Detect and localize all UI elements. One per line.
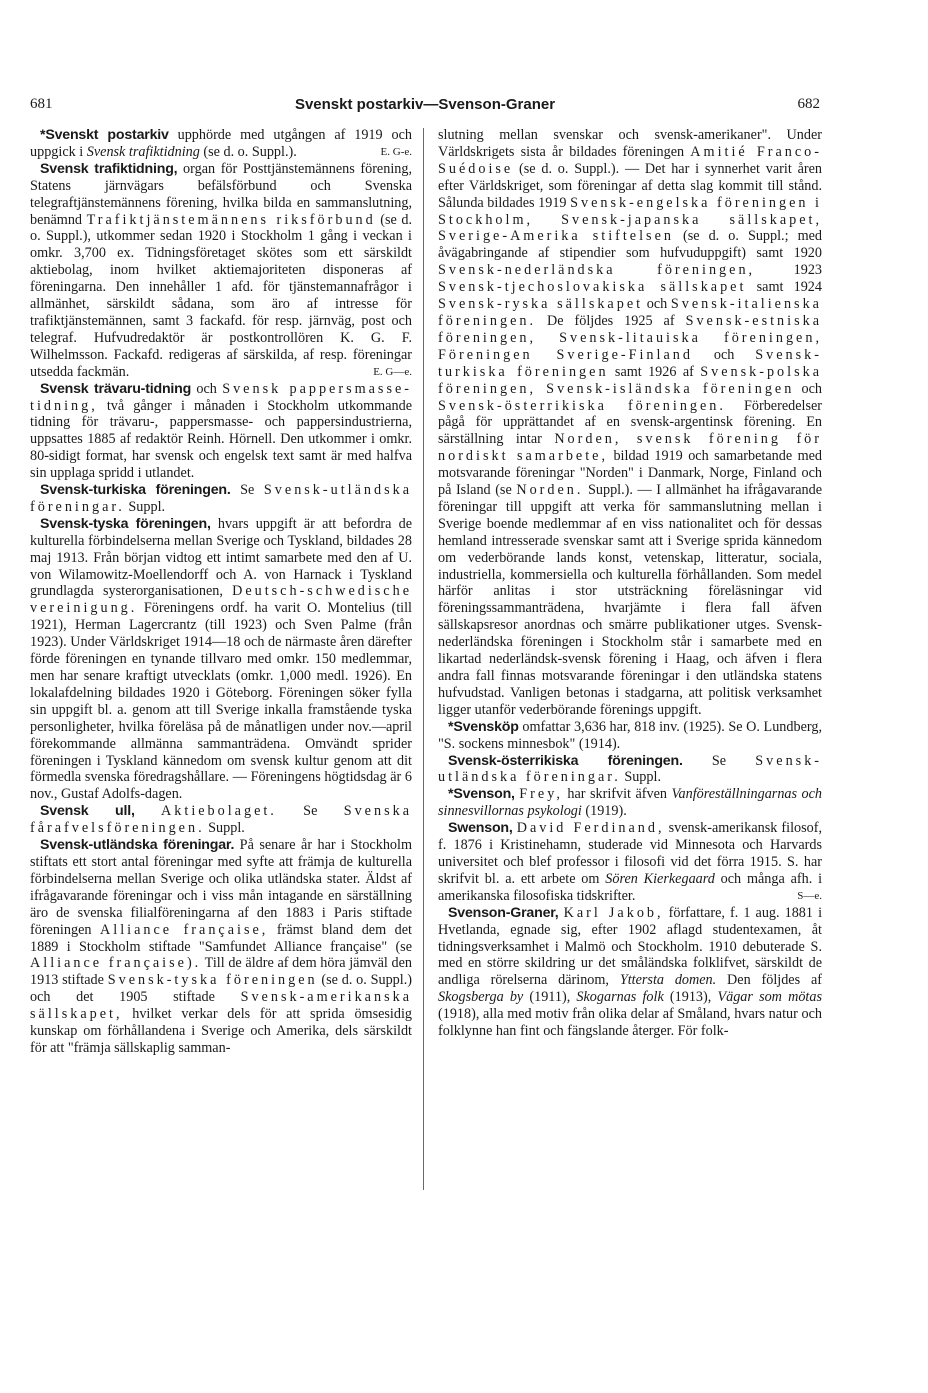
entry-text: (1911), bbox=[523, 989, 577, 1006]
left-column bbox=[30, 127, 412, 1227]
italic-title: Svensk trafiktidning bbox=[86, 143, 200, 160]
article-entry bbox=[30, 127, 412, 161]
spaced-text: Trafiktjänstemännens riksförbund bbox=[86, 211, 376, 228]
spaced-text: Karl Jakob, bbox=[563, 904, 664, 921]
entry-text: hvars uppgift är att befordra de kulturella förbindelserna mellan Sverige och Tyskland, bildades 28 maj 1913. Från början vidtog ett intimt samarbete med den af U. von Wilamowitz-Moellendorff och A. von Harnack i Tyskland grundlagda systerorganisationen, bbox=[30, 515, 412, 600]
entry-text: hvilket verkar dels för att sprida ömsesidig kunskap om förhållandena i Sverige och Amerika, dels särskildt för att "främja sällskaplig samman- bbox=[30, 1006, 412, 1056]
italic-title: Skogarnas folk bbox=[576, 989, 664, 1006]
spaced-text: Svensk-tjechoslovakiska sällskapet bbox=[438, 279, 747, 296]
italic-title: Sören Kierkegaard bbox=[605, 870, 715, 887]
entry-text: Suppl. bbox=[204, 820, 245, 837]
entry-text: (se d. o. Suppl.), utkommer sedan 1920 i Stockholm 1 gång i veckan i omkr. 3,700 ex. Tidningsföretaget skötes som ett särskildt aktiebolag, inom hvilket aktiemajoriteten disponeras af föreningarna. Den innehåller 1 afd. för tjänstemannafrågor i allmänhet, särskildt sådana, som äro af intresse för trafiktjänstemännen, samt 3 fackafd. för resp. järnväg, post och telegraf. Hufvudredaktör är postkontrollören K. G. F. Wilhelmsson. Fackafd. redigeras af särskilda, af resp. föreningar utsedda fackmän. bbox=[30, 211, 412, 380]
entry-text: slutning mellan svenskar och svensk-amerikaner". Under Världskrigets sista år bildades föreningen bbox=[438, 127, 822, 160]
spaced-text: David Ferdinand, bbox=[516, 820, 665, 837]
italic-title: Skogsberga by bbox=[438, 989, 524, 1006]
article-entry bbox=[438, 753, 822, 787]
article-entry bbox=[30, 803, 412, 837]
spaced-text: Svensk-utländska föreningar. bbox=[438, 752, 822, 786]
entry-text: författare, f. 1 aug. 1881 i Hvetlanda, egnade sig, efter 1902 aflagd studentexamen, åt tidningsverksamhet i Malmö och Stockholm. 1910 debuterade S. med en större skildring ur det småländska folklifvet, särskildt de andliga rörelserna därinom, bbox=[438, 904, 822, 989]
entry-text: (1919). bbox=[581, 803, 627, 820]
spaced-text: Svensk-ryska sällskapet bbox=[438, 296, 644, 313]
entry-text: Se bbox=[682, 752, 756, 769]
italic-title: Vägar som mötas bbox=[717, 989, 822, 1006]
entry-headword: *Svenskt postarkiv bbox=[40, 127, 169, 143]
entry-text: och många afh. i amerikanska filosofiska tidskrifter. bbox=[438, 870, 822, 904]
entry-headword: Svensk ull, bbox=[40, 803, 135, 820]
entry-text: (se d. o. Suppl.) och det 1905 stiftade bbox=[30, 972, 412, 1006]
entry-text: upphörde med utgången af 1919 och uppgick i bbox=[30, 127, 412, 160]
entry-text: organ för Posttjänstemännens förening, Statens järnvägars befälsförbund och Svenska telegraftjänstemännens förening, hvilka bilda en sammanslutning, benämnd bbox=[30, 160, 412, 228]
spaced-text: Svensk-amerikanska sällskapet, bbox=[30, 989, 412, 1023]
entry-text: och bbox=[643, 296, 671, 313]
author-signature: E. G—e. bbox=[373, 365, 412, 378]
entry-headword: Svensk-tyska föreningen, bbox=[40, 515, 211, 532]
running-head: Svenskt postarkiv—Svenson-Graner bbox=[294, 96, 556, 113]
author-signature: S—e. bbox=[797, 889, 822, 902]
author-signature: E. G-e. bbox=[380, 145, 412, 158]
entry-text: främst bland dem det 1889 i Stockholm stiftade "Samfundet Alliance française" (se bbox=[30, 921, 412, 955]
entry-text: Se bbox=[230, 482, 264, 499]
article-entry bbox=[30, 482, 412, 516]
article-continuation bbox=[438, 127, 822, 719]
article-entry bbox=[30, 381, 412, 482]
entry-text: två gånger i månaden i Stockholm utkommande tidning för trävaru-, pappersmasse- och pappersindustrierna, uppsattes 1885 af redaktör Reinh. Hörnell. Den utkommer i omkr. 80-sidigt format, har svensk och engelsk text samt är med halfva sin upplaga spridd i utlandet. bbox=[30, 397, 412, 482]
entry-text: Suppl. bbox=[620, 769, 661, 786]
italic-title: Vanföreställningarnas och sinnesvillornas psykologi bbox=[438, 786, 822, 820]
entry-text: Den följdes af bbox=[716, 972, 822, 989]
article-entry bbox=[438, 719, 822, 753]
article-entry bbox=[30, 837, 412, 1057]
entry-text: Suppl.). — I allmänhet ha ifrågavarande föreningar till uppgift att verka för sammanslutning mellan i Sverige boende medlemmar af en viss nationalitet och för dessas hemland intresserade svenskar samt att i Sverige sprida kännedom om vederbörande lands konst, vetenskap, litteratur, sociala, industriella, kommersiella och kulturella förhållanden. Som medel härför anlitas i stor utsträckning föreläsningar vid föreningssammanträdena, hvarjämte i flera fall äfven sällskapsresor anordnas och smärre publikationer utges. Svensk-nederländska föreningen i Stockholm står i samarbete med en likartad nederländsk-svensk förening i Haag, och äfven i flera andra fall finnas motsvarande föreningar i den utländska statens hufvudstad. Vanligen betonas i stadgarna, att politisk verksamhet ligger utanför vederbörande förenings uppgift. bbox=[438, 482, 822, 718]
spaced-text: Svensk-engelska föreningen i Stockholm, Svensk-japanska sällskapet, Sverige-Amerika stiftelsen bbox=[438, 194, 822, 245]
entry-text: Föreningens ordf. ha varit O. Montelius (till 1921), Herman Lagercrantz (till 1923) och Sven Palme (från 1923). Under Världskriget 1914—18 och de närmaste åren därefter förde föreningen en tynande tillvaro med omkr. 150 medlemmar, men har senare kraftigt utvecklats (omkr. 1,000 medl. 1926). En lokalafdelning bildades 1920 i Göteborg. Föreningen söker fylla sin uppgift bl. a. genom att till Sverige inkalla framstående tyska personligheter, hvilka föreläsa på de månatligen under nov.—april förekommande allmänna sammanträdena. Omvändt sprider föreningen i Tyskland kännedom om svensk kultur genom att dit förmedla svenska föredragshållare. — Föreningens högtidsdag är 6 nov., Gustaf Adolfs-dagen. bbox=[30, 600, 412, 803]
entry-headword: Swenson, bbox=[448, 820, 513, 837]
entry-text: (1918), alla med motiv från olika delar af Småland, hvars natur och folklynne han fint och fängslande återger. För folk- bbox=[438, 1006, 822, 1040]
entry-text: På senare år har i Stockholm stiftats ett stort antal föreningar med syfte att främja de kulturella förbindelserna mellan Sverige och olika utländska stater. Äldst af ifrågavarande föreningar och i viss mån intagande en särställning äro de svenska filialföreningarna af den 1883 i Paris stiftade föreningen bbox=[30, 837, 412, 938]
entry-text: omfattar 3,636 har, 818 inv. (1925). Se O. Lundberg, "S. sockens minnesbok" (1914). bbox=[438, 718, 822, 752]
page-number-right: 682 bbox=[797, 96, 820, 112]
entry-text: samt 1926 af bbox=[608, 363, 701, 380]
spaced-text: Aktiebolaget. bbox=[161, 803, 277, 820]
article-entry bbox=[438, 786, 822, 820]
article-entry bbox=[30, 516, 412, 803]
entry-headword: *Svenson, bbox=[448, 786, 515, 803]
entry-text: Se bbox=[276, 803, 344, 820]
entry-headword: Svensk trafiktidning, bbox=[40, 160, 178, 177]
entry-headword: Svensk-utländska föreningar. bbox=[40, 837, 235, 854]
entry-text: bildad 1919 och samarbetande med motsvarande föreningar "Norden" i Danmark, Norge, Finland och på Island (se bbox=[438, 448, 822, 499]
article-entry bbox=[30, 161, 412, 381]
page-header bbox=[30, 96, 820, 118]
spaced-text: Svensk-turkiska föreningen bbox=[438, 346, 822, 380]
entry-text: De följdes 1925 af bbox=[536, 312, 686, 329]
entry-headword: Svensk trävaru-tidning bbox=[40, 380, 192, 397]
spaced-text: Norden. bbox=[516, 482, 584, 499]
article-entry bbox=[438, 820, 822, 905]
article-entry bbox=[438, 905, 822, 1040]
spaced-text: Norden, svensk förening för nordiskt samarbete, bbox=[438, 431, 822, 465]
entry-text: (1913), bbox=[663, 989, 718, 1006]
entry-text: och bbox=[794, 380, 822, 397]
spaced-text: Svensk-estniska föreningen, Svensk-litauiska föreningen, Föreningen Sverige-Finland bbox=[438, 312, 822, 363]
entry-text: (se d. o. Suppl.). — Det har i synnerhet varit åren efter Världskriget, som föreningar af detta slag kommit till stånd. Sålunda bildades 1919 bbox=[438, 160, 822, 211]
entry-headword: Svensk-österrikiska föreningen. bbox=[448, 752, 683, 769]
spaced-text: Svensk pappersmasse-tidning, bbox=[30, 380, 412, 414]
entry-text: samt 1924 bbox=[746, 279, 822, 296]
page-number-left: 681 bbox=[30, 96, 53, 112]
spaced-text: Alliance française). bbox=[30, 955, 202, 972]
entry-text: Suppl. bbox=[124, 498, 166, 515]
spaced-text: Svensk-nederländska föreningen, bbox=[438, 262, 756, 279]
entry-text: 1923 bbox=[755, 262, 822, 279]
entry-text: (se d. o. Suppl.; med åvägabringande af stipendier som hufvuduppgift) samt 1920 bbox=[438, 228, 822, 262]
spaced-text: Svensk-tyska föreningen bbox=[107, 972, 318, 989]
entry-text bbox=[135, 803, 161, 819]
spaced-text: Frey, bbox=[519, 786, 563, 803]
entry-text: (se d. o. Suppl.). bbox=[199, 143, 297, 160]
entry-headword: Svensk-turkiska föreningen. bbox=[40, 482, 231, 499]
entry-text: Till de äldre af dem höra jämväl den 1913 stiftade bbox=[30, 955, 412, 989]
entry-headword: *Svensköp bbox=[448, 718, 519, 735]
italic-title: Yttersta domen. bbox=[619, 972, 717, 989]
spaced-text: Deutsch-schwedische vereinigung. bbox=[30, 583, 412, 617]
entry-text: Förberedelser pågå för upprättandet af en svensk-argentinsk förening. En särställning intar bbox=[438, 397, 822, 448]
entry-text: svensk-amerikansk filosof, f. 1876 i Kristinehamn, studerade vid Minnesota och Harvards universitet och blef professor i filosofi vid det förra 1915. S. har skrifvit bl. a. ett arbete om bbox=[438, 820, 822, 887]
entry-text: och bbox=[692, 346, 756, 363]
spaced-text: Svensk-polska föreningen, Svensk-isländska föreningen bbox=[438, 363, 822, 397]
spaced-text: Svenska fårafvelsföreningen. bbox=[30, 803, 412, 837]
spaced-text: Svensk-utländska föreningar. bbox=[30, 482, 412, 515]
spaced-text: Amitié Franco-Suédoise bbox=[438, 143, 822, 177]
spaced-text: Svensk-österrikiska föreningen. bbox=[438, 397, 726, 414]
spaced-text: Svensk-italienska föreningen. bbox=[438, 296, 822, 329]
right-column bbox=[438, 127, 822, 1227]
column-divider bbox=[423, 128, 424, 1190]
entry-text: har skrifvit äfven bbox=[562, 786, 672, 803]
entry-headword: Svenson-Graner, bbox=[448, 904, 559, 921]
entry-text: och bbox=[191, 380, 223, 397]
spaced-text: Alliance française, bbox=[100, 921, 269, 938]
